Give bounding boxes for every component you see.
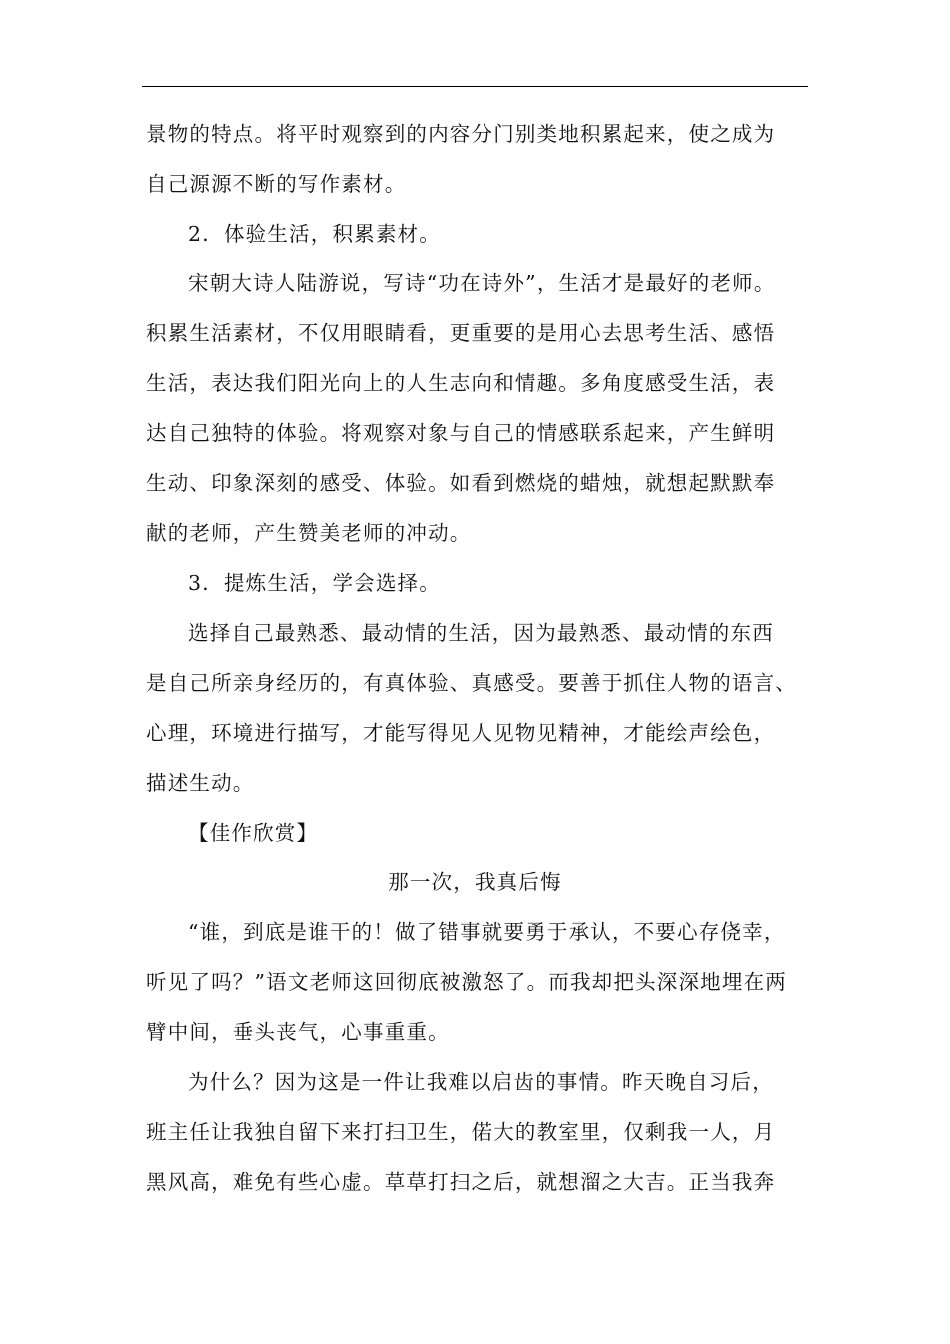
body-line: 听见了吗？”语文老师这回彻底被激怒了。而我却把头深深地埋在两 [146, 970, 787, 994]
body-line: 积累生活素材，不仅用眼睛看，更重要的是用心去思考生活、感悟 [146, 321, 776, 345]
essay-title: 那一次，我真后悔 [388, 870, 562, 894]
body-line: 生动、印象深刻的感受、体验。如看到燃烧的蜡烛，就想起默默奉 [146, 471, 776, 495]
body-line: 生活，表达我们阳光向上的人生志向和情趣。多角度感受生活，表 [146, 371, 776, 395]
body-line: 班主任让我独自留下来打扫卫生，偌大的教室里，仅剩我一人，月 [146, 1120, 776, 1144]
body-line: 选择自己最熟悉、最动情的生活，因为最熟悉、最动情的东西 [188, 621, 774, 645]
body-line: 献的老师，产生赞美老师的冲动。 [146, 521, 472, 545]
section-heading: 3．提炼生活，学会选择。 [188, 571, 441, 595]
body-line: 心理，环境进行描写，才能写得见人见物见精神，才能绘声绘色， [146, 721, 776, 745]
body-line: 臂中间，垂头丧气，心事重重。 [146, 1020, 450, 1044]
body-line: 自己源源不断的写作素材。 [146, 172, 407, 196]
header-rule [142, 86, 808, 87]
body-line: 宋朝大诗人陆游说，写诗“功在诗外”，生活才是最好的老师。 [188, 271, 776, 295]
body-line: 黑风高，难免有些心虚。草草打扫之后，就想溜之大吉。正当我奔 [146, 1170, 776, 1194]
body-line: 达自己独特的体验。将观察对象与自己的情感联系起来，产生鲜明 [146, 421, 776, 445]
body-line: 是自己所亲身经历的，有真体验、真感受。要善于抓住人物的语言、 [146, 671, 797, 695]
body-line: “谁，到底是谁干的！做了错事就要勇于承认，不要心存侥幸， [188, 920, 786, 944]
body-line: 为什么？因为这是一件让我难以启齿的事情。昨天晚自习后， [188, 1070, 774, 1094]
section-label: 【佳作欣赏】 [188, 821, 319, 845]
body-line: 景物的特点。将平时观察到的内容分门别类地积累起来，使之成为 [146, 122, 776, 146]
section-heading: 2．体验生活，积累素材。 [188, 222, 441, 246]
body-line: 描述生动。 [146, 771, 255, 795]
